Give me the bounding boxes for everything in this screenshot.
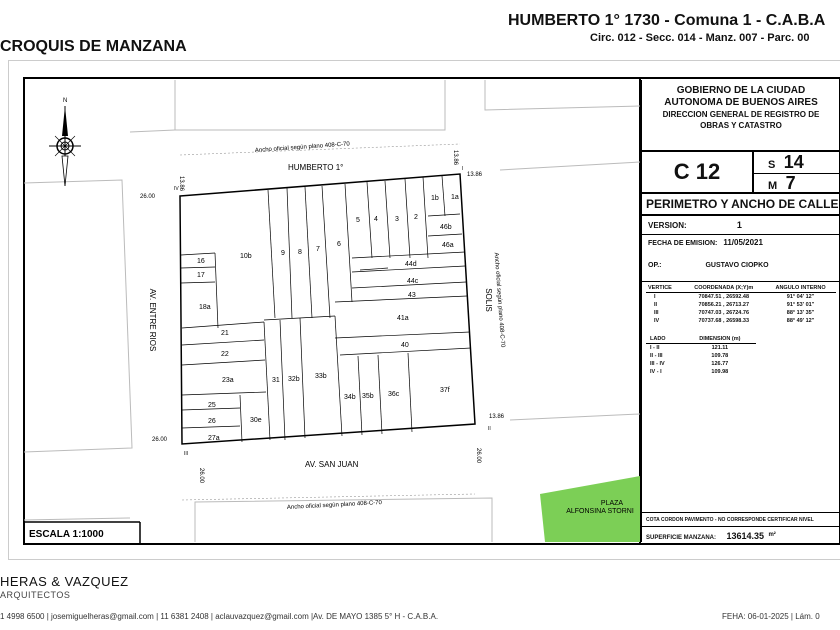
area-unit: m²	[768, 532, 776, 538]
table-row	[646, 317, 836, 325]
gov-line-4: OBRAS Y CATASTRO	[700, 121, 782, 130]
vertex-i: I	[462, 166, 464, 172]
parcel-2: 2	[414, 214, 418, 221]
vertex-table-header	[646, 284, 836, 293]
north-arrow-icon	[49, 98, 81, 186]
vertex-angle: 88° 49' 12"	[786, 318, 815, 324]
dim-bottom-left-v: 26.00	[198, 468, 204, 484]
vertex-coord: 70747.03 , 26724.76	[698, 310, 750, 316]
parcel-27a: 27a	[208, 435, 220, 442]
table-row	[646, 301, 836, 309]
parcel-37f: 37f	[440, 387, 450, 394]
svg-text:N: N	[63, 98, 68, 104]
parcel-23a: 23a	[222, 377, 234, 384]
side-id: IV - I	[650, 369, 662, 375]
side-col-header: LADO	[646, 335, 684, 344]
dimension-col-header: DIMENSION (m)	[684, 335, 756, 344]
street-entre-rios: AV. ENTRE RIOS	[148, 288, 157, 352]
vertex-col-header: VERTICE	[646, 284, 682, 293]
vertex-ii: II	[488, 426, 491, 432]
parcel-9: 9	[281, 250, 285, 257]
gov-line-1: GOBIERNO DE LA CIUDAD	[676, 85, 806, 96]
code-value: C 12	[642, 152, 754, 192]
parcel-34b: 34b	[344, 394, 356, 401]
vertex-coord: 70847.51 , 26592.48	[698, 294, 750, 300]
side-length: 126.77	[711, 361, 729, 367]
version-row	[642, 216, 840, 235]
vertex-iv: IV	[174, 186, 179, 192]
street-solis: SOLIS	[484, 288, 493, 312]
parcel-18a: 18a	[199, 304, 211, 311]
plaza-label: PLAZA	[600, 500, 624, 507]
dim-top-right-h: 13.86	[467, 172, 483, 178]
parcel-26: 26	[208, 418, 216, 425]
plaza-name: ALFONSINA STORNI	[566, 508, 634, 515]
dim-top-right-v: 13.86	[452, 150, 458, 166]
area-value: 13614.35	[726, 531, 764, 541]
header-title: HUMBERTO 1° 1730 - Comuna 1 - C.A.B.A	[508, 12, 826, 29]
date-label: FECHA DE EMISION:	[648, 240, 718, 247]
width-note-top: Ancho oficial según plano 408-C-70	[254, 141, 350, 154]
manzana-row	[754, 174, 840, 193]
side-id: II - III	[650, 353, 663, 359]
dim-bottom-right: 13.86	[489, 414, 505, 420]
coord-col-header: COORDENADA (X;Y)m	[682, 284, 765, 293]
sheet-date: FEHA: 06-01-2025 | Lám. 0	[722, 612, 820, 621]
table-row	[646, 360, 756, 368]
parcel-16: 16	[197, 258, 205, 265]
parcel-30e: 30e	[250, 417, 262, 424]
vertex-id: II	[654, 302, 658, 308]
gov-header	[642, 80, 840, 152]
parcel-32b: 32b	[288, 376, 300, 383]
date-value: 11/05/2021	[723, 238, 763, 247]
vertex-angle: 91° 53' 01"	[786, 302, 815, 308]
operator-row	[642, 251, 840, 282]
parcel-6: 6	[337, 241, 341, 248]
dim-left-top: 26.00	[140, 194, 156, 200]
parcel-33b: 33b	[315, 373, 327, 380]
scale-label: ESCALA 1:1000	[29, 529, 104, 540]
seccion-row	[754, 152, 840, 174]
dim-bottom-right-v: 26.00	[475, 448, 481, 464]
table-row	[646, 368, 756, 376]
dim-top-left: 13.86	[178, 176, 184, 192]
parcel-44c: 44c	[407, 278, 419, 285]
vertex-id: III	[654, 310, 659, 316]
parcel-21: 21	[221, 330, 229, 337]
vertex-angle: 91° 04' 12"	[786, 294, 815, 300]
parcel-46b: 46b	[440, 224, 452, 231]
street-humberto: HUMBERTO 1°	[288, 163, 344, 172]
parcel-7: 7	[316, 246, 320, 253]
side-length: 109.98	[711, 369, 729, 375]
width-note-bottom: Ancho oficial según plano 408-C-70	[286, 500, 383, 511]
street-san-juan: AV. SAN JUAN	[305, 460, 359, 469]
parcel-41a: 41a	[397, 315, 409, 322]
parcel-3: 3	[395, 216, 399, 223]
parcel-46a: 46a	[442, 242, 454, 249]
parcel-10b: 10b	[240, 253, 252, 260]
parcel-4: 4	[374, 216, 378, 223]
side-length: 121.11	[711, 345, 729, 351]
parcel-1a: 1a	[451, 194, 459, 201]
doc-title: PERIMETRO Y ANCHO DE CALLE	[642, 194, 840, 216]
version-value: 1	[736, 220, 742, 230]
parcel-25: 25	[208, 402, 216, 409]
sides-table-header	[646, 335, 756, 344]
parcel-17: 17	[197, 272, 205, 279]
section-title: CROQUIS DE MANZANA	[0, 38, 187, 55]
parcel-43: 43	[408, 292, 416, 299]
vertex-table	[646, 284, 836, 325]
gov-line-2: AUTONOMA DE BUENOS AIRES	[664, 97, 818, 108]
vertex-id: I	[654, 294, 656, 300]
table-row	[646, 309, 836, 317]
seccion-value: 14	[783, 152, 804, 172]
manzana-value: 7	[785, 173, 796, 193]
parcel-22: 22	[221, 351, 229, 358]
vertex-coord: 70737.68 , 26598.33	[698, 318, 750, 324]
vertex-iii: III	[184, 451, 189, 457]
parcel-1b: 1b	[431, 195, 439, 202]
gov-line-3: DIRECCION GENERAL DE REGISTRO DE	[662, 110, 820, 119]
parcel-36c: 36c	[388, 391, 400, 398]
vertex-angle: 88° 13' 35"	[786, 310, 815, 316]
side-id: I - II	[650, 345, 660, 351]
main-block	[180, 174, 475, 444]
seccion-label: S	[768, 159, 776, 171]
contact-line: 1 4998 6500 | josemiguelheras@gmail.com | 11 6381 2408 | aclauvazquez@gmail.com |Av. DE MAYO 1385 5° H - C.A.B.A.	[0, 612, 439, 621]
cota-note: COTA CORDON PAVIMENTO - NO CORRESPONDE CERTIFICAR NIVEL	[642, 512, 840, 526]
parcel-44d: 44d	[405, 261, 417, 268]
table-row	[646, 344, 756, 353]
table-row	[646, 293, 836, 302]
header-subtitle: Circ. 012 - Secc. 014 - Manz. 007 - Parc. 00	[590, 32, 810, 44]
code-row	[642, 152, 840, 194]
date-row	[642, 235, 840, 251]
parcel-40: 40	[401, 342, 409, 349]
vertex-id: IV	[654, 318, 660, 324]
firm-name: HERAS & VAZQUEZ	[0, 574, 129, 589]
version-label: VERSION:	[648, 221, 687, 230]
dim-left-bottom: 26.00	[152, 437, 168, 443]
parcel-31: 31	[272, 377, 280, 384]
operator-value: GUSTAVO CIOPKO	[705, 262, 769, 269]
area-row	[642, 526, 840, 542]
parcel-5: 5	[356, 217, 360, 224]
operator-label: OP.:	[648, 262, 662, 269]
side-id: III - IV	[650, 361, 665, 367]
vertex-coord: 70856.21 , 26713.27	[698, 302, 750, 308]
side-length: 109.78	[711, 353, 729, 359]
firm-subtitle: ARQUITECTOS	[0, 590, 71, 600]
manzana-label: M	[768, 180, 778, 192]
info-panel	[640, 80, 840, 542]
area-label: SUPERFICIE MANZANA:	[646, 535, 716, 541]
parcel-35b: 35b	[362, 393, 374, 400]
parcel-8: 8	[298, 249, 302, 256]
angle-col-header: ANGULO INTERNO	[765, 284, 836, 293]
table-row	[646, 352, 756, 360]
sides-table	[646, 335, 756, 376]
width-note-right: Ancho oficial según plano 408-C-70	[492, 252, 506, 348]
